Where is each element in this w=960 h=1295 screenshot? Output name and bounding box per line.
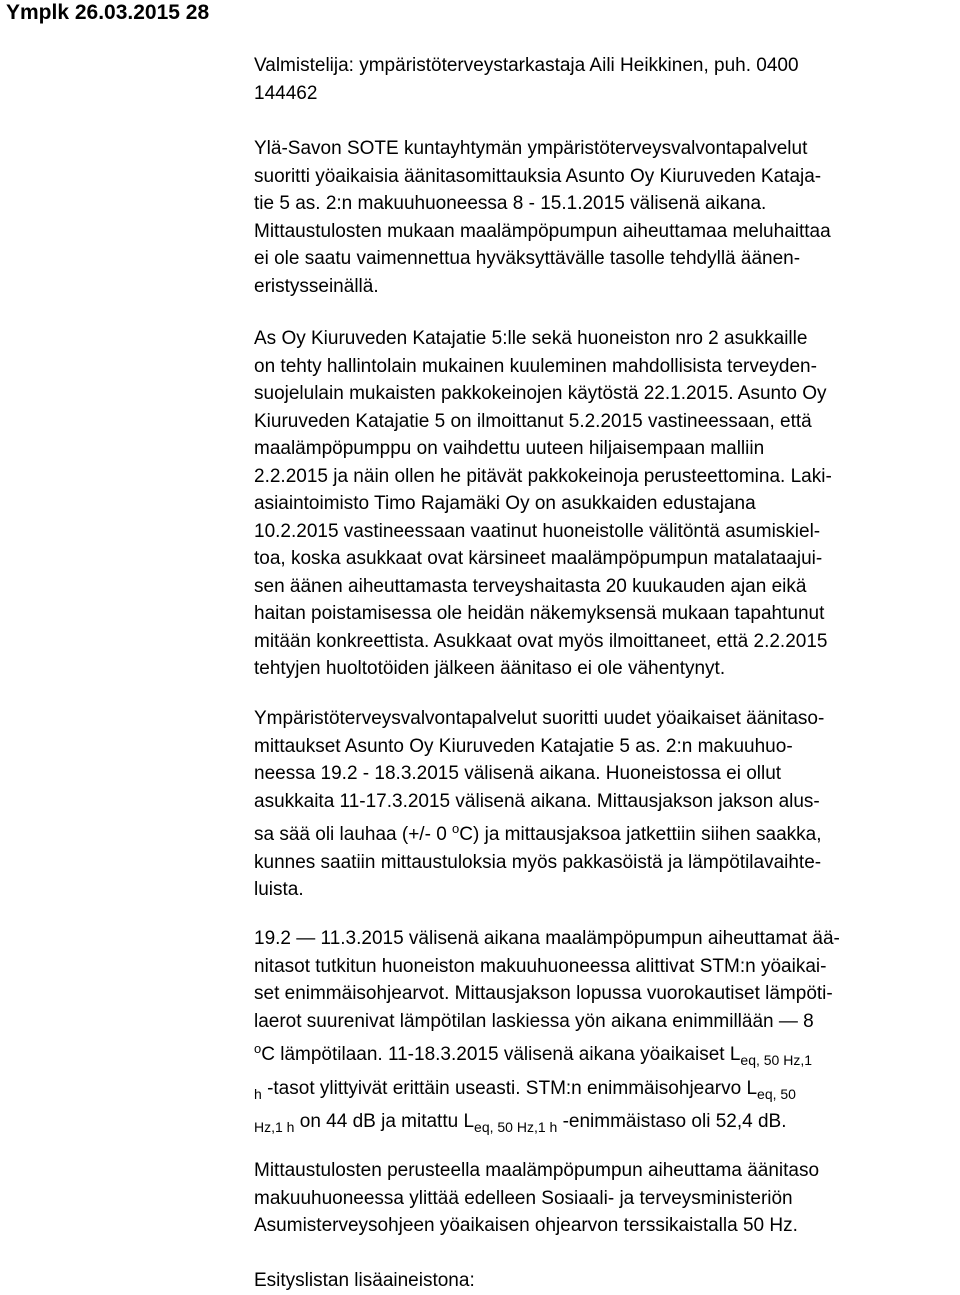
text-line: suojelulain mukaisten pakkokeinojen käytöstä 22.1.2015. Asunto Oy bbox=[254, 383, 827, 404]
text-line: maalämpöpumppu on vaihdettu uuteen hiljaisempaan malliin bbox=[254, 438, 765, 459]
text-fragment: sa sää oli lauhaa (+/- 0 bbox=[254, 824, 453, 845]
text-line: Asumisterveysohjeen yöaikaisen ohjearvon terssikaistalla 50 Hz. bbox=[254, 1215, 798, 1236]
text-line: makuuhuoneessa ylittää edelleen Sosiaali- ja terveysministeriön bbox=[254, 1187, 793, 1209]
page-header: Ymplk 26.03.2015 28 bbox=[6, 1, 210, 24]
leq-subscript: eq, 50 Hz,1 h bbox=[474, 1119, 558, 1135]
conclusion-paragraph bbox=[254, 1157, 954, 1240]
text-line: 10.2.2015 vastineessaan vaatinut huoneistolle välitöntä asumiskiel- bbox=[254, 520, 821, 542]
text-line: laerot suurenivat lämpötilan laskiessa yön aikana enimmillään — 8 bbox=[254, 1010, 814, 1032]
text-fragment: C lämpötilaan. 11-18.3.2015 välisenä aikana yöaikaiset L bbox=[261, 1044, 741, 1065]
hearing-paragraph bbox=[254, 325, 954, 683]
preparer-paragraph bbox=[254, 52, 954, 107]
text-line: eristysseinällä. bbox=[254, 275, 379, 297]
leq-subscript: eq, 50 bbox=[757, 1085, 796, 1102]
attachments-label bbox=[254, 1267, 954, 1295]
measurement-paragraph-1 bbox=[254, 135, 954, 300]
text-line bbox=[254, 1108, 954, 1142]
text-line bbox=[254, 815, 954, 849]
measurement-paragraph-2 bbox=[254, 705, 954, 904]
text-fragment: C) ja mittausjaksoa jatkettiin siihen saakka, bbox=[459, 824, 822, 845]
text-line bbox=[254, 1035, 954, 1075]
text-line: suoritti yöaikaisia äänitasomittauksia Asunto Oy Kiuruveden Kataja- bbox=[254, 165, 822, 187]
text-line: 2.2.2015 ja näin ollen he pitävät pakkokeinoja perusteettomina. Laki- bbox=[254, 465, 832, 487]
text-line: As Oy Kiuruveden Katajatie 5:lle sekä huoneiston nro 2 asukkaille bbox=[254, 328, 808, 349]
text-line: kunnes saatiin mittaustuloksia myös pakkasöistä ja lämpötilavaihte- bbox=[254, 851, 822, 873]
text-line: 19.2 — 11.3.2015 välisenä aikana maalämpöpumpun aiheuttamat ää- bbox=[254, 928, 840, 949]
text-line: asiaintoimisto Timo Rajamäki Oy on asukkaiden edustajana bbox=[254, 493, 756, 514]
text-line: mitään konkreettista. Asukkaat ovat myös ilmoittaneet, että 2.2.2015 bbox=[254, 630, 828, 652]
text-line: Valmistelija: ympäristöterveystarkastaja Aili Heikkinen, puh. 0400 bbox=[254, 55, 799, 76]
degree-superscript: o bbox=[452, 821, 460, 836]
text-line bbox=[254, 1075, 954, 1109]
text-line: Ympäristöterveysvalvontapalvelut suoritti uudet yöaikaiset äänitaso- bbox=[254, 708, 825, 729]
text-line: on tehty hallintolain mukainen kuuleminen mahdollisista terveyden- bbox=[254, 355, 817, 377]
degree-superscript: o bbox=[254, 1041, 262, 1056]
text-line: asukkaita 11-17.3.2015 välisenä aikana. Mittausjakson jakson alus- bbox=[254, 790, 820, 812]
text-line: toa, koska asukkaat ovat kärsineet maalämpöpumpun matalataajui- bbox=[254, 548, 823, 569]
text-fragment: on 44 dB ja mitattu L bbox=[294, 1111, 475, 1132]
text-line: nitasot tutkitun huoneiston makuuhuoneessa alittivat STM:n yöaikai- bbox=[254, 955, 827, 977]
text-fragment: -enimmäistaso oli 52,4 dB. bbox=[557, 1111, 787, 1132]
leq-subscript: Hz,1 h bbox=[254, 1119, 295, 1135]
text-line: Ylä-Savon SOTE kuntayhtymän ympäristöterveysvalvontapalvelut bbox=[254, 138, 808, 159]
results-paragraph bbox=[254, 925, 954, 1142]
text-line: luista. bbox=[254, 879, 304, 900]
text-line: Mittaustulosten perusteella maalämpöpumpun aiheuttama äänitaso bbox=[254, 1160, 820, 1181]
text-line: Kiuruveden Katajatie 5 on ilmoittanut 5.2.2015 vastineessaan, että bbox=[254, 410, 812, 432]
text-line: set enimmäisohjearvot. Mittausjakson lopussa vuorokautiset lämpöti- bbox=[254, 983, 833, 1004]
text-line: mittaukset Asunto Oy Kiuruveden Katajatie 5 as. 2:n makuuhuo- bbox=[254, 735, 793, 757]
text-line: sen äänen aiheuttamasta terveyshaitasta 20 kuukauden ajan eikä bbox=[254, 575, 807, 597]
text-line: neessa 19.2 - 18.3.2015 välisenä aikana. Huoneistossa ei ollut bbox=[254, 763, 782, 784]
text-line: Mittaustulosten mukaan maalämpöpumpun aiheuttamaa meluhaittaa bbox=[254, 220, 831, 242]
text-line: tie 5 as. 2:n makuuhuoneessa 8 - 15.1.2015 välisenä aikana. bbox=[254, 193, 767, 214]
text-line: 144462 bbox=[254, 82, 318, 104]
text-line: haitan poistamisessa ole heidän näkemyksensä mukaan tapahtunut bbox=[254, 603, 825, 624]
text-line: tehtyjen huoltotöiden jälkeen äänitaso ei ole vähentynyt. bbox=[254, 658, 726, 679]
text-line: Esityslistan lisäaineistona: bbox=[254, 1270, 475, 1291]
leq-subscript: eq, 50 Hz,1 bbox=[740, 1052, 813, 1068]
leq-subscript: h bbox=[254, 1085, 262, 1102]
text-line: ei ole saatu vaimennettua hyväksyttävälle tasolle tehdyllä äänen- bbox=[254, 248, 801, 269]
text-fragment: -tasot ylittyivät erittäin useasti. STM:n enimmäisohjearvo L bbox=[261, 1077, 758, 1099]
